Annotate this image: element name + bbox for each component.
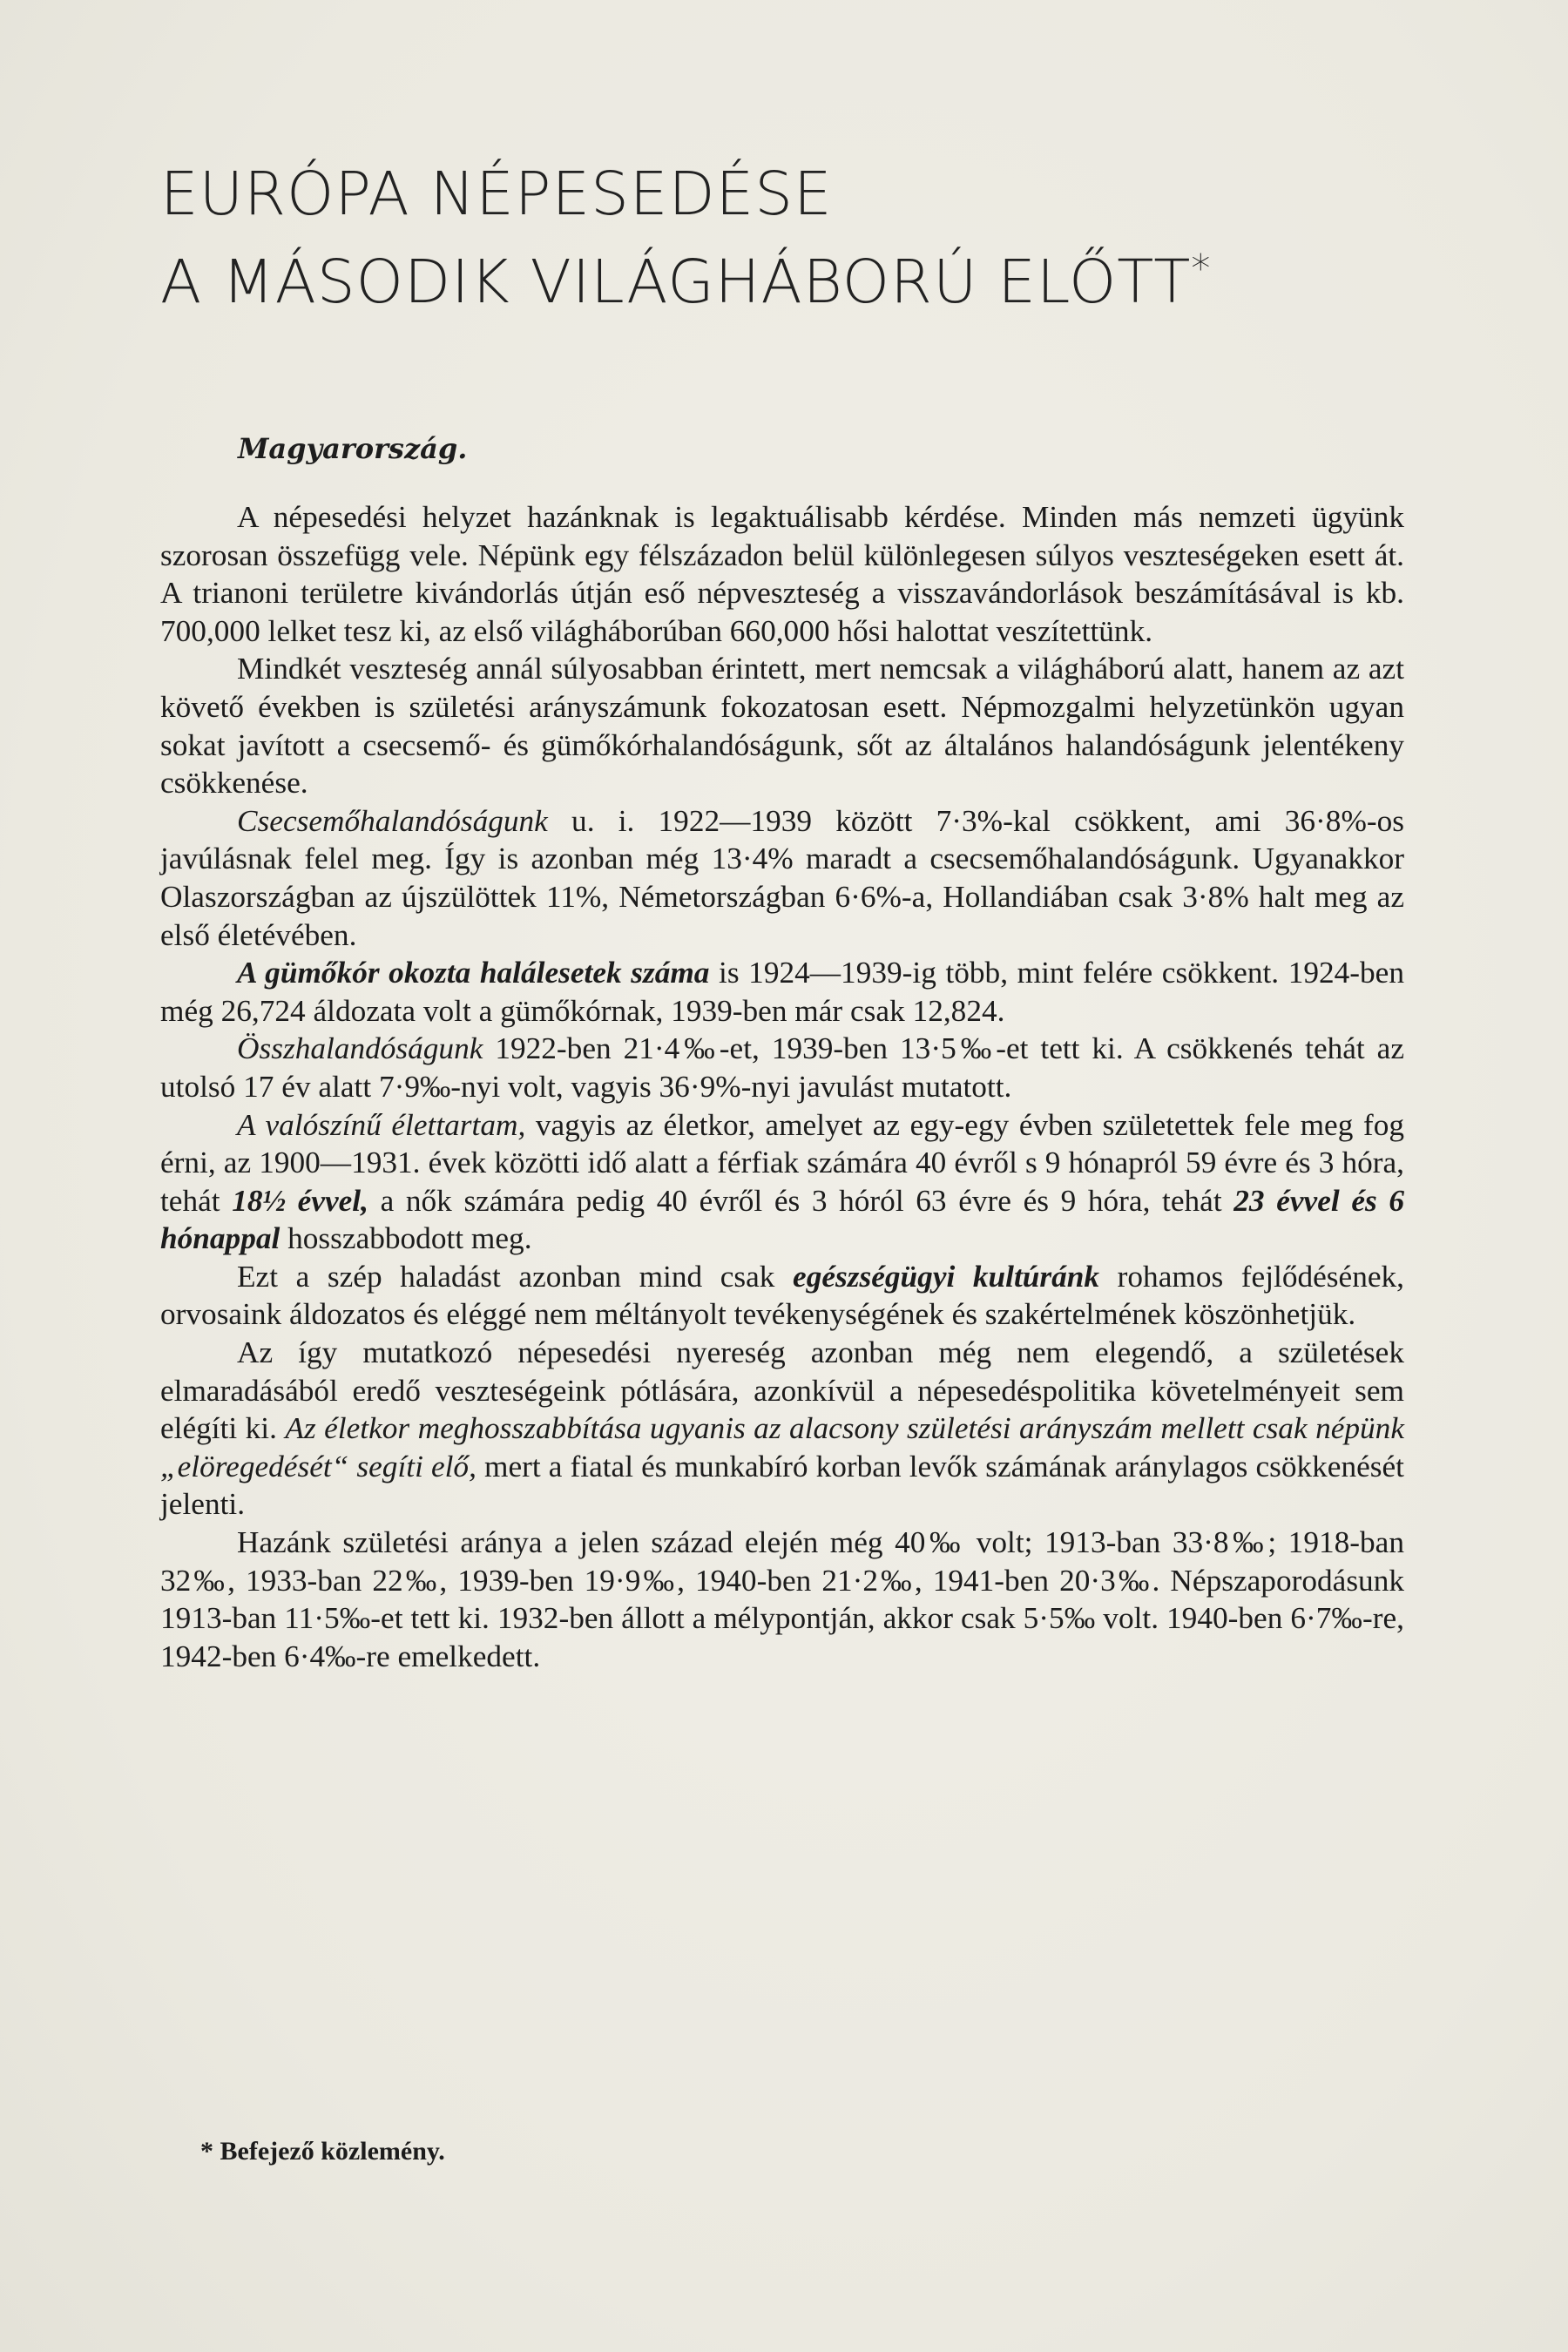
- paragraph-6-text-c: hosszabbodott meg.: [280, 1221, 532, 1256]
- paragraph-3-text: u. i. 1922—1939 között 7·3%-kal csökkent, ami 36·8%-os javúlásnak felel meg. Így is azonban még 13·4% maradt a csecsemőhalandóságunk. Ugyanakkor Olaszországban az újszülöttek 11%, Németországban 6·6%-a, Hollandiában csak 3·8% halt meg az első életévében.: [160, 803, 1404, 952]
- paragraph-9: Hazánk születési aránya a jelen század elején még 40‰ volt; 1913-ban 33·8‰; 1918-ban 32‰, 1933-ban 22‰, 1939-ben 19·9‰, 1940-ben 21·2‰, 1941-ben 20·3‰. Népszaporodásunk 1913-ban 11·5‰-et tett ki. 1932-ben állott a mélypontján, akkor csak 5·5‰ volt. 1940-ben 6·7‰-re, 1942-ben 6·4‰-re emelkedett.: [160, 1525, 1404, 1673]
- paragraph-5: [160, 1030, 1404, 1105]
- section-heading: Magyarország.: [238, 432, 468, 465]
- paragraph-8-text-b: mert a fiatal és munkabíró korban levők számának aránylagos csökkenését jelenti.: [160, 1449, 1404, 1522]
- paragraph-2: Mindkét veszteség annál súlyosabban érintett, mert nemcsak a világháború alatt, hanem az azt követő években is születési arányszámunk fokozatosan esett. Népmozgalmi helyzetünkön ugyan sokat javított a csecsemő- és gümőkórhalandóságunk, sőt az általános halandóságunk jelentékeny csökkenése.: [160, 652, 1404, 801]
- emphasis-ageing: Az életkor meghosszabbítása ugyanis az alacsony születési arányszám mellett csak népünk „elöregedését“ segíti elő,: [160, 1411, 1404, 1484]
- paragraph-7-text-a: Ezt a szép haladást azonban mind csak: [237, 1259, 794, 1294]
- emphasis-tuberculosis: A gümőkór okozta halálesetek száma: [237, 956, 710, 990]
- emphasis-life-expectancy: A valószínű élettartam,: [237, 1107, 526, 1142]
- paragraph-1: A népesedési helyzet hazánknak is legaktuálisabb kérdése. Minden más nemzeti ügyünk szorosan összefügg vele. Népünk egy félszázadon belül különlegesen súlyos veszteségeken esett át. A trianoni területre kivándorlás útján eső népveszteség a visszavándorlások beszámításával is kb. 700,000 lelket tesz ki, az első világháborúban 660,000 hősi halottat veszítettünk.: [160, 500, 1404, 648]
- paragraph-6-text-b: a nők számára pedig 40 évről és 3 hóról 63 évre és 9 hóra, tehát: [368, 1183, 1234, 1218]
- paragraph-7: [160, 1258, 1404, 1334]
- paragraph-8: [160, 1334, 1404, 1524]
- paragraph-7-text-b: rohamos fejlődésének, orvosaink áldozatos és eléggé nem méltányolt tevékenységének és szakértelmének köszönhetjük.: [160, 1259, 1404, 1332]
- emphasis-total-mortality: Összhalandóságunk: [237, 1031, 483, 1066]
- emphasis-women-years: 23 évvel és 6 hónappal: [160, 1183, 1404, 1256]
- paragraph-4: [160, 954, 1404, 1030]
- paragraph-4-text: is 1924—1939-ig több, mint felére csökkent. 1924-ben még 26,724 áldozata volt a gümőkórnak, 1939-ben már csak 12,824.: [160, 956, 1405, 1028]
- title-footnote-mark: *: [1191, 247, 1212, 291]
- paragraph-6: [160, 1106, 1404, 1258]
- emphasis-health-culture: egészségügyi kultúránk: [793, 1259, 1100, 1294]
- paragraph-3: [160, 802, 1404, 954]
- page-title: [160, 157, 1423, 320]
- emphasis-infant-mortality: Csecsemőhalandóságunk: [237, 803, 548, 838]
- paragraph-8-text-a: Az így mutatkozó népesedési nyereség azonban még nem elegendő, a születések elmaradásából eredő veszteségeink pótlására, azonkívül a népesedéspolitika követelményeit sem elégíti ki.: [160, 1335, 1404, 1446]
- article-body: [160, 498, 1404, 1675]
- footnote: * Befejező közlemény.: [200, 2137, 445, 2166]
- title-line-1: EURÓPA NÉPESEDÉSE: [160, 159, 833, 229]
- emphasis-men-years: 18½ évvel,: [232, 1183, 368, 1218]
- paragraph-6-text-a: vagyis az életkor, amelyet az egy-egy évben születettek fele meg fog érni, az 1900—1931. évek közötti idő alatt a férfiak számára 40 évről s 9 hónapról 59 évre és 3 hóra, tehát: [160, 1107, 1404, 1218]
- paragraph-5-text: 1922-ben 21·4‰-et, 1939-ben 13·5‰-et tett ki. A csökkenés tehát az utolsó 17 év alatt 7·9‰-nyi volt, vagyis 36·9%-nyi javulást mutatott.: [160, 1031, 1404, 1104]
- title-line-2: A MÁSODIK VILÁGHÁBORÚ ELŐTT: [160, 247, 1192, 317]
